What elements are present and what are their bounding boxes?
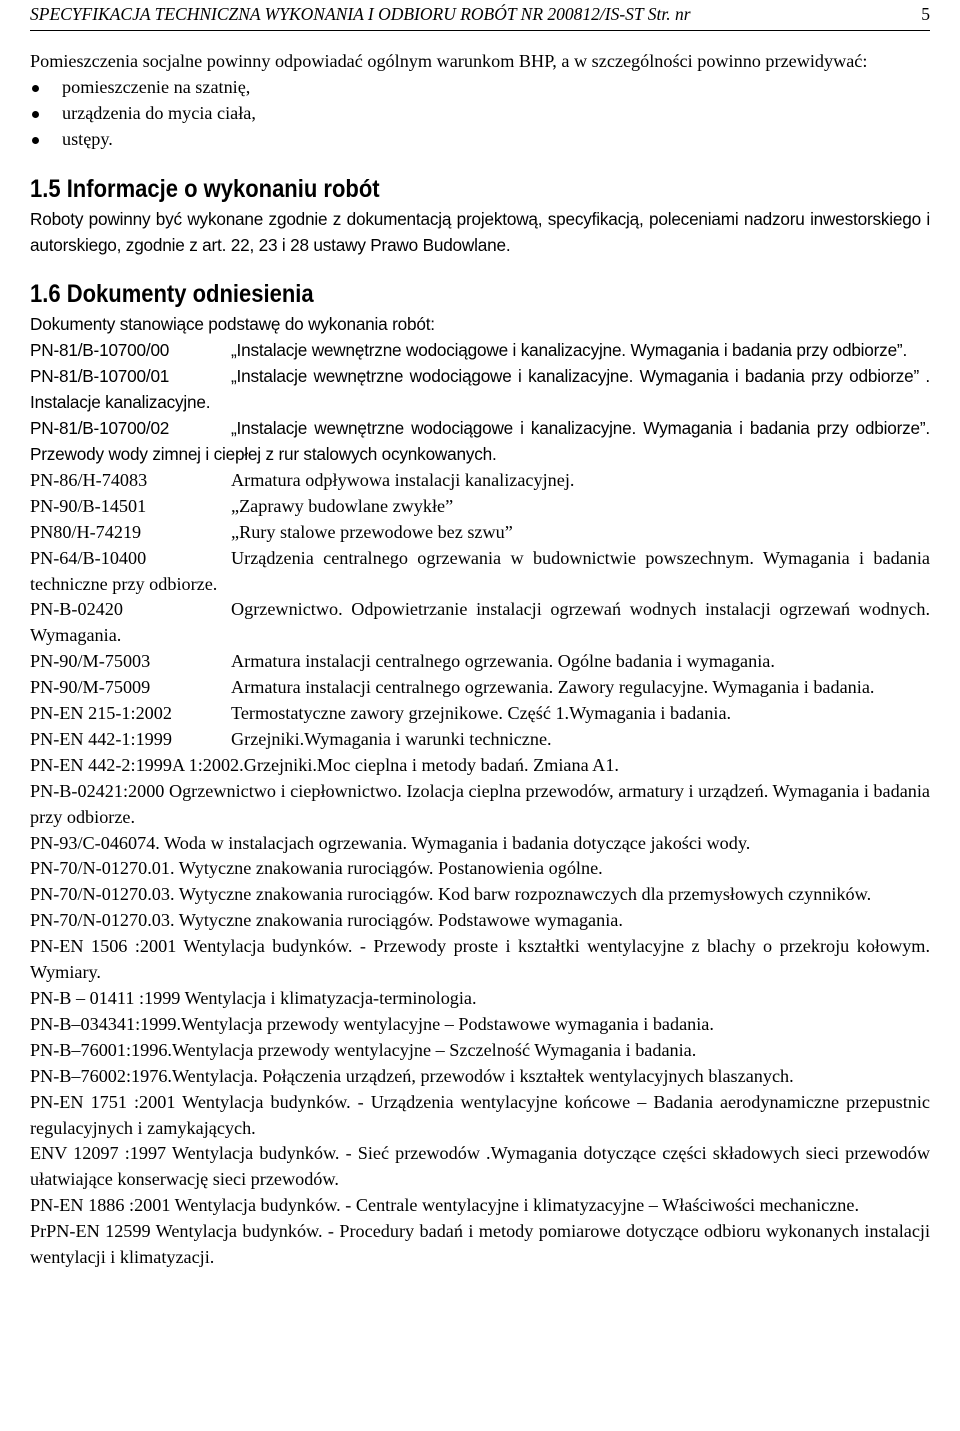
standard-code: PN-90/M-75003 bbox=[30, 651, 151, 672]
standard-entry bbox=[30, 546, 930, 598]
standard-code: PN-81/B-10700/00 bbox=[30, 340, 170, 361]
standard-line: ENV 12097 :1997 Wentylacja budynków. - Sieć przewodów .Wymagania dotyczące części składowych sieci przewodów ułatwiające konserwację sieci przewodów. bbox=[30, 1143, 930, 1190]
section-heading-1-5: 1.5 Informacje o wykonaniu robót bbox=[30, 174, 380, 203]
list-item: urządzenia do mycia ciała, bbox=[30, 101, 930, 127]
list-item: ustępy. bbox=[30, 127, 930, 153]
standard-entry bbox=[30, 649, 930, 675]
standard-entry bbox=[30, 416, 930, 468]
standard-title: „Instalacje wewnętrzne wodociągowe i kanalizacyjne. Wymagania i badania przy odbiorze” . Instalacje kanalizacyjne. bbox=[30, 366, 930, 413]
standard-code: PN-64/B-10400 bbox=[30, 547, 147, 568]
standard-line: PN-70/N-01270.03. Wytyczne znakowania rurociągów. Podstawowe wymagania. bbox=[30, 910, 623, 931]
standard-line: PN-B – 01411 :1999 Wentylacja i klimatyzacja-terminologia. bbox=[30, 988, 477, 1008]
standard-line: PN-B–76001:1996.Wentylacja przewody wentylacyjne – Szczelność Wymagania i badania. bbox=[30, 1039, 697, 1060]
standard-title: Urządzenia centralnego ogrzewania w budownictwie powszechnym. Wymagania i badania techniczne przy odbiorze. bbox=[30, 547, 930, 594]
standard-line: PN-EN 442-2:1999A 1:2002.Grzejniki.Moc cieplna i metody badań. Zmiana A1. bbox=[30, 754, 619, 775]
standard-entry bbox=[30, 727, 930, 753]
standard-entry bbox=[30, 468, 930, 494]
standard-code: PN-EN 442-1:1999 bbox=[30, 728, 172, 749]
standard-entry bbox=[30, 364, 930, 416]
document-body bbox=[30, 49, 930, 1271]
standard-title: Termostatyczne zawory grzejnikowe. Część 1.Wymagania i badania. bbox=[231, 703, 732, 724]
standard-title: Ogrzewnictwo. Odpowietrzanie instalacji ogrzewań wodnych instalacji ogrzewań wodnych. Wymagania. bbox=[30, 599, 930, 646]
standard-code: PN-86/H-74083 bbox=[30, 469, 148, 490]
section-heading-1-6: 1.6 Dokumenty odniesienia bbox=[30, 280, 314, 309]
standard-entry bbox=[30, 597, 930, 649]
standard-code: PN-81/B-10700/01 bbox=[30, 366, 170, 387]
section-1-6-intro: Dokumenty stanowiące podstawę do wykonania robót: bbox=[30, 314, 435, 335]
standard-code: PN-90/M-75009 bbox=[30, 677, 151, 698]
list-item: pomieszczenie na szatnię, bbox=[30, 75, 930, 101]
standard-title: „Rury stalowe przewodowe bez szwu” bbox=[231, 521, 513, 542]
standard-line: PN-93/C-046074. Woda w instalacjach ogrzewania. Wymagania i badania dotyczące jakości wody. bbox=[30, 832, 751, 853]
section-1-5-text: Roboty powinny być wykonane zgodnie z dokumentacją projektową, specyfikacją, poleceniami nadzoru inwestorskiego i autorskiego, zgodnie z art. 22, 23 i 28 ustawy Prawo Budowlane. bbox=[30, 208, 930, 255]
standard-line: PN-EN 1886 :2001 Wentylacja budynków. - Centrale wentylacyjne i klimatyzacyjne – Właściwości mechaniczne. bbox=[30, 1195, 860, 1216]
standard-line: PN-EN 1751 :2001 Wentylacja budynków. - Urządzenia wentylacyjne końcowe – Badania aerodynamiczne przepustnic regulacyjnych i zamykających. bbox=[30, 1091, 930, 1138]
standard-code: PN-B-02420 bbox=[30, 599, 123, 620]
standard-title: Armatura odpływowa instalacji kanalizacyjnej. bbox=[231, 469, 575, 490]
standard-line: PN-B–76002:1976.Wentylacja. Połączenia urządzeń, przewodów i kształtek wentylacyjnych blaszanych. bbox=[30, 1065, 794, 1086]
standard-entry bbox=[30, 701, 930, 727]
standard-entry bbox=[30, 494, 930, 520]
standard-entry bbox=[30, 675, 930, 701]
standard-title: „Instalacje wewnętrzne wodociągowe i kanalizacyjne. Wymagania i badania przy odbiorze”. Przewody wody zimnej i ciepłej z rur stalowych ocynkowanych. bbox=[30, 418, 930, 464]
standard-title: „Instalacje wewnętrzne wodociągowe i kanalizacyjne. Wymagania i badania przy odbiorze”. bbox=[231, 340, 908, 361]
standard-code: PN-EN 215-1:2002 bbox=[30, 703, 172, 724]
header-divider bbox=[30, 30, 930, 31]
standard-line: PN-70/N-01270.01. Wytyczne znakowania rurociągów. Postanowienia ogólne. bbox=[30, 858, 603, 879]
intro-list bbox=[30, 75, 930, 153]
header-title: SPECYFIKACJA TECHNICZNA WYKONANIA I ODBIORU ROBÓT NR 200812/IS-ST Str. nr bbox=[30, 4, 691, 24]
standard-title: Armatura instalacji centralnego ogrzewania. Zawory regulacyjne. Wymagania i badania. bbox=[231, 677, 875, 698]
standard-line: PN-B–034341:1999.Wentylacja przewody wentylacyjne – Podstawowe wymagania i badania. bbox=[30, 1013, 714, 1034]
standard-line: PN-B-02421:2000 Ogrzewnictwo i ciepłownictwo. Izolacja cieplna przewodów, armatury i urządzeń. Wymagania i badania przy odbiorze. bbox=[30, 780, 930, 827]
standard-entry bbox=[30, 338, 930, 364]
standard-line: PrPN-EN 12599 Wentylacja budynków. - Procedury badań i metody pomiarowe dotyczące odbioru wykonanych instalacji wentylacji i klimatyzacji. bbox=[30, 1221, 930, 1268]
standard-entry bbox=[30, 520, 930, 546]
intro-paragraph: Pomieszczenia socjalne powinny odpowiadać ogólnym warunkom BHP, a w szczególności powinno przewidywać: bbox=[30, 51, 868, 71]
standard-code: PN-81/B-10700/02 bbox=[30, 418, 170, 439]
standard-title: Grzejniki.Wymagania i warunki techniczne. bbox=[231, 728, 552, 749]
standard-title: Armatura instalacji centralnego ogrzewania. Ogólne badania i wymagania. bbox=[231, 651, 775, 672]
standard-code: PN80/H-74219 bbox=[30, 521, 142, 542]
page-header bbox=[30, 4, 930, 24]
standard-code: PN-90/B-14501 bbox=[30, 495, 147, 516]
standard-title: „Zaprawy budowlane zwykłe” bbox=[231, 495, 454, 516]
page-number: 5 bbox=[921, 4, 930, 24]
standard-line: PN-70/N-01270.03. Wytyczne znakowania rurociągów. Kod barw rozpoznawczych dla przemysłowych czynników. bbox=[30, 884, 872, 905]
standard-line: PN-EN 1506 :2001 Wentylacja budynków. - Przewody proste i kształtki wentylacyjne z blachy o przekroju kołowym. Wymiary. bbox=[30, 936, 930, 983]
